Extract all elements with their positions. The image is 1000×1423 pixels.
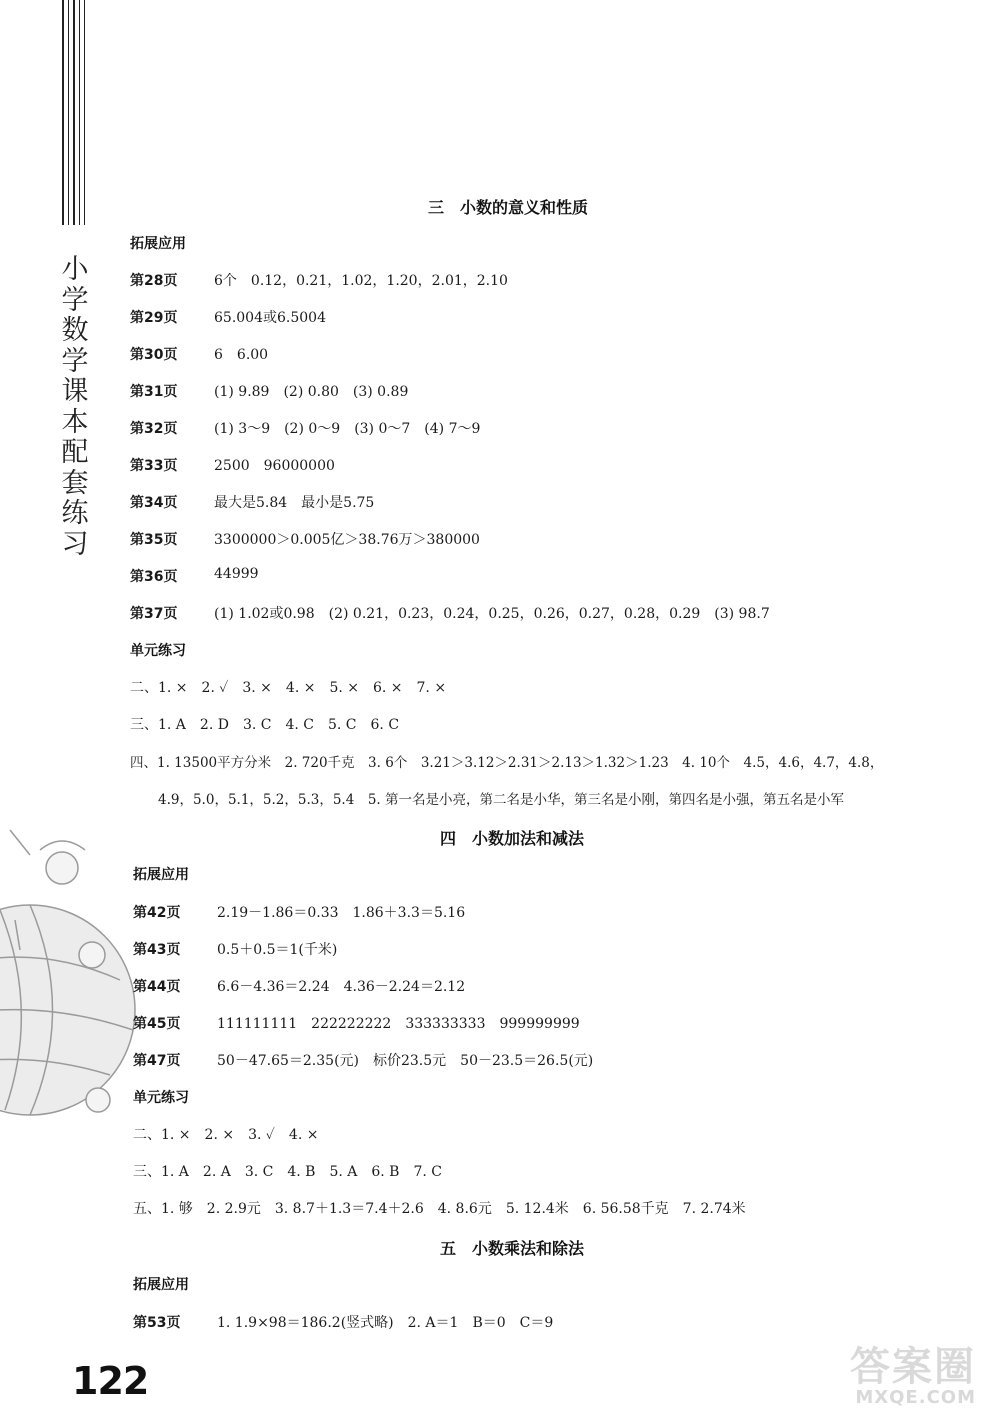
answer-row <box>130 381 409 401</box>
section-4-unit-title: 单元练习 <box>133 1090 189 1106</box>
page-label: 第35页 <box>130 532 178 548</box>
answer-text: 6.6－4.36＝2.24 4.36－2.24＝2.12 <box>217 979 466 995</box>
answer-text: 3300000＞0.005亿＞38.76万＞380000 <box>214 532 480 548</box>
answer-row <box>130 344 269 364</box>
page-label: 第47页 <box>133 1053 181 1069</box>
section-5-expand-title: 拓展应用 <box>133 1277 189 1293</box>
answer-text: 44999 <box>214 566 259 582</box>
answer-text: 2500 96000000 <box>214 458 335 474</box>
unit-answer-line: 三、1. A 2. D 3. C 4. C 5. C 6. C <box>130 717 400 733</box>
answer-row <box>133 1013 580 1033</box>
answer-row <box>130 455 335 475</box>
page-label: 第53页 <box>133 1315 181 1331</box>
answer-text: 2.19－1.86＝0.33 1.86＋3.3＝5.16 <box>217 905 466 921</box>
unit-answer-line: 二、1. × 2. ✓ 3. × 4. × 5. × 6. × 7. × <box>130 680 447 696</box>
answer-row <box>133 902 466 922</box>
page-label: 第43页 <box>133 942 181 958</box>
answer-row <box>133 1312 554 1332</box>
section-3-unit-title: 单元练习 <box>130 643 186 659</box>
answer-row <box>133 976 466 996</box>
answer-text: (1) 9.89 (2) 0.80 (3) 0.89 <box>214 384 409 400</box>
page-label: 第42页 <box>133 905 181 921</box>
answer-row <box>130 270 508 290</box>
section-4-expand-title: 拓展应用 <box>133 867 189 883</box>
watermark-logo <box>844 1327 984 1417</box>
answer-row <box>130 529 480 549</box>
answer-row <box>133 1050 594 1070</box>
decorative-vertical-lines <box>62 0 88 225</box>
unit-answer-line: 4.9，5.0，5.1，5.2，5.3，5.4 5. 第一名是小亮，第二名是小华，第三名是小刚，第四名是小强，第五名是小军 <box>158 792 844 808</box>
page-label: 第33页 <box>130 458 178 474</box>
answer-text: 1. 1.9×98＝186.2(竖式略) 2. A＝1 B＝0 C＝9 <box>217 1315 554 1331</box>
section-3-expand-title: 拓展应用 <box>130 236 186 252</box>
answer-row <box>130 418 481 438</box>
section-5-title: 五 小数乘法和除法 <box>440 1239 585 1258</box>
answer-text: (1) 1.02或0.98 (2) 0.21，0.23，0.24，0.25，0.26，0.27，0.28，0.29 (3) 98.7 <box>214 606 770 622</box>
page-label: 第29页 <box>130 310 178 326</box>
answer-text: 0.5＋0.5＝1(千米) <box>217 942 338 958</box>
unit-answer-line: 三、1. A 2. A 3. C 4. B 5. A 6. B 7. C <box>133 1164 442 1180</box>
answer-row <box>130 603 770 623</box>
answer-row <box>130 566 259 586</box>
answer-text: 111111111 222222222 333333333 999999999 <box>217 1016 580 1032</box>
page-label: 第37页 <box>130 606 178 622</box>
answer-text: 65.004或6.5004 <box>214 310 326 326</box>
page-label: 第30页 <box>130 347 178 363</box>
answer-text: 6 6.00 <box>214 347 269 363</box>
book-title-vertical: 小学数学课本配套练习 <box>61 254 89 560</box>
unit-answer-line: 二、1. × 2. × 3. ✓ 4. × <box>133 1127 319 1143</box>
answer-text: 50－47.65＝2.35(元) 标价23.5元 50－23.5＝26.5(元) <box>217 1053 594 1069</box>
page-label: 第36页 <box>130 569 178 585</box>
watermark-url: MXQE.COM <box>855 1387 976 1408</box>
unit-answer-line: 四、1. 13500平方分米 2. 720千克 3. 6个 3.21＞3.12＞2.31＞2.13＞1.32＞1.23 4. 10个 4.5，4.6，4.7，4.8， <box>130 755 884 771</box>
globe-kids-illustration <box>0 810 140 1160</box>
answer-text: 6个 0.12，0.21，1.02，1.20，2.01，2.10 <box>214 273 508 289</box>
unit-answer-line: 五、1. 够 2. 2.9元 3. 8.7＋1.3＝7.4＋2.6 4. 8.6元 5. 12.4米 6. 56.58千克 7. 2.74米 <box>133 1201 746 1217</box>
answer-row <box>130 492 375 512</box>
page-label: 第44页 <box>133 979 181 995</box>
page-label: 第31页 <box>130 384 178 400</box>
answer-text: (1) 3～9 (2) 0～9 (3) 0～7 (4) 7～9 <box>214 421 481 437</box>
page-label: 第28页 <box>130 273 178 289</box>
watermark-text: 答案圈 <box>850 1344 976 1390</box>
page-number: 122 <box>72 1359 149 1403</box>
page-label: 第34页 <box>130 495 178 511</box>
section-4-title: 四 小数加法和减法 <box>440 829 585 848</box>
section-3-title: 三 小数的意义和性质 <box>428 198 589 217</box>
answer-text: 最大是5.84 最小是5.75 <box>214 495 375 511</box>
page-label: 第32页 <box>130 421 178 437</box>
page-label: 第45页 <box>133 1016 181 1032</box>
answer-row <box>133 939 338 959</box>
answer-row <box>130 307 326 327</box>
